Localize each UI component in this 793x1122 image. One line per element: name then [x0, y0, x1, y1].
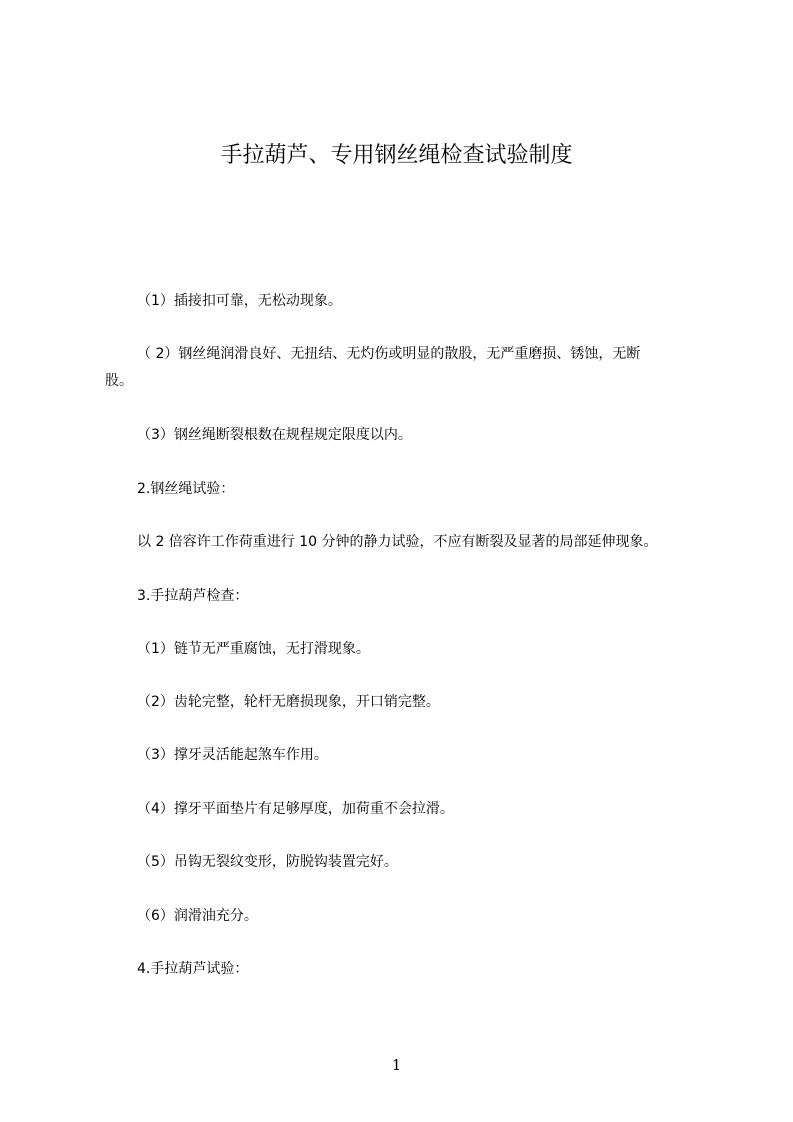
- paragraph-pawl-braking: （3）撑牙灵活能起煞车作用。: [137, 747, 328, 763]
- section-heading-hoist-test: 4.手拉葫芦试验：: [137, 961, 249, 977]
- paragraph-gears: （2）齿轮完整，轮杆无磨损现象，开口销完整。: [137, 694, 440, 710]
- paragraph-chain-links: （1）链节无严重腐蚀，无打滑现象。: [137, 641, 370, 657]
- section-heading-rope-test: 2.钢丝绳试验：: [137, 481, 235, 497]
- section-heading-hoist-inspection: 3.手拉葫芦检查：: [137, 588, 249, 604]
- paragraph-static-load-test: 以 2 倍容许工作荷重进行 10 分钟的静力试验，不应有断裂及显著的局部延伸现象。: [137, 534, 658, 550]
- paragraph-broken-wire-count: （3）钢丝绳断裂根数在规程规定限度以内。: [137, 427, 412, 443]
- document-title: 手拉葫芦、专用钢丝绳检查试验制度: [220, 143, 573, 168]
- paragraph-rope-lubrication: （ 2）钢丝绳润滑良好、无扭结、无灼伤或明显的散股，无严重磨损、锈蚀，无断: [137, 346, 641, 362]
- paragraph-splice-reliable: （1）插接扣可靠，无松动现象。: [137, 293, 342, 309]
- paragraph-rope-lubrication-continued: 股。: [105, 373, 133, 389]
- page-number: 1: [391, 1056, 402, 1074]
- paragraph-pawl-shim: （4）撑牙平面垫片有足够厚度，加荷重不会拉滑。: [137, 801, 454, 817]
- paragraph-lubricant: （6）润滑油充分。: [137, 908, 258, 924]
- paragraph-hook: （5）吊钩无裂纹变形，防脱钩装置完好。: [137, 854, 398, 870]
